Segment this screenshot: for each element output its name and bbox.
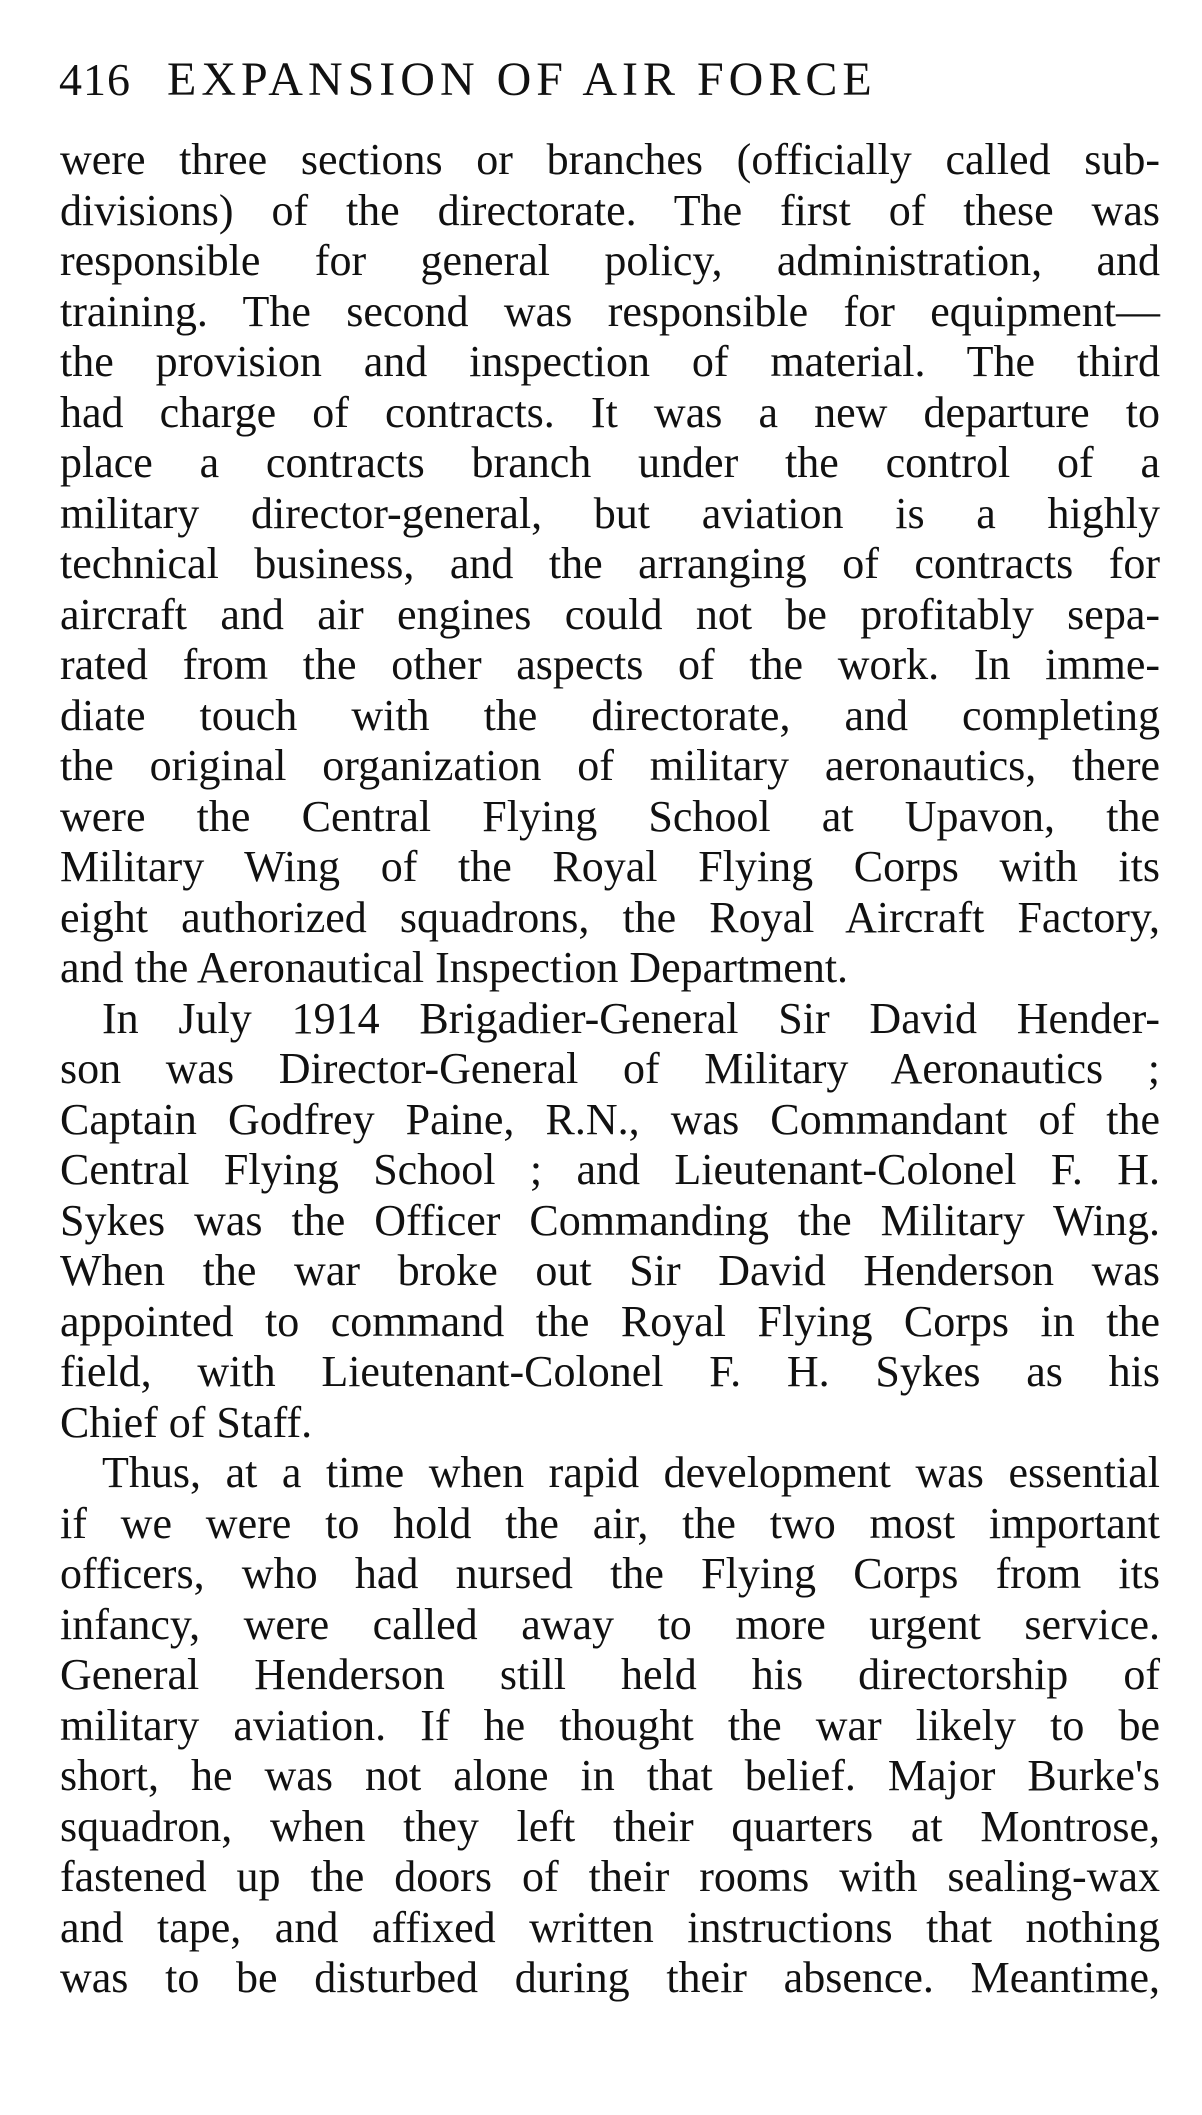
text-line: Captain Godfrey Paine, R.N., was Commandant of the — [60, 1094, 1160, 1144]
text-line: responsible for general policy, administration, and — [60, 236, 1160, 285]
text-line: aircraft and air engines could not be profitably sepa- — [60, 589, 1160, 639]
text-line: infancy, were called away to more urgent service. — [60, 1599, 1160, 1649]
text-line: was to be disturbed during their absence. Meantime, — [60, 1953, 1160, 2002]
text-line: son was Director-General of Military Aeronautics ; — [60, 1044, 1160, 1093]
text-line: squadron, when they left their quarters at Montrose, — [60, 1801, 1160, 1851]
text-line: officers, who had nursed the Flying Corps from its — [60, 1549, 1160, 1598]
text-line: technical business, and the arranging of contracts for — [60, 539, 1160, 588]
text-line: military aviation. If he thought the war likely to be — [60, 1700, 1160, 1750]
text-line: the original organization of military aeronautics, there — [60, 741, 1160, 790]
text-line: fastened up the doors of their rooms with sealing-wax — [60, 1852, 1160, 1901]
text-line: field, with Lieutenant-Colonel F. H. Sykes as his — [60, 1347, 1160, 1396]
text-line: were the Central Flying School at Upavon, the — [60, 791, 1160, 841]
paragraph-1 — [60, 135, 1160, 994]
text-line: diate touch with the directorate, and completing — [60, 690, 1160, 740]
text-line: In July 1914 Brigadier-General Sir David Hender- — [102, 993, 1160, 1043]
body-text — [60, 135, 1160, 2004]
text-line: divisions) of the directorate. The first of these was — [60, 185, 1160, 235]
text-line: Thus, at a time when rapid development was essential — [102, 1448, 1160, 1497]
text-line: and tape, and affixed written instructions that nothing — [60, 1902, 1160, 1952]
text-line: and the Aeronautical Inspection Department. — [60, 943, 849, 992]
running-title: EXPANSION OF AIR FORCE — [167, 53, 877, 106]
paragraph-3 — [60, 1448, 1160, 2004]
text-line: place a contracts branch under the control of a — [60, 438, 1160, 487]
text-line: training. The second was responsible for equipment— — [60, 286, 1160, 336]
text-line: had charge of contracts. It was a new departure to — [60, 387, 1160, 437]
text-line: short, he was not alone in that belief. Major Burke's — [60, 1751, 1160, 1800]
text-line: if we were to hold the air, the two most important — [60, 1498, 1160, 1548]
text-line: When the war broke out Sir David Henderson was — [60, 1246, 1160, 1295]
text-line: Central Flying School ; and Lieutenant-Colonel F. H. — [60, 1145, 1160, 1194]
text-line: eight authorized squadrons, the Royal Aircraft Factory, — [60, 892, 1160, 942]
text-line: Sykes was the Officer Commanding the Military Wing. — [60, 1195, 1160, 1245]
text-line: appointed to command the Royal Flying Corps in the — [60, 1296, 1160, 1346]
page-header — [59, 52, 1159, 112]
text-line: General Henderson still held his directorship of — [60, 1650, 1160, 1699]
text-line: the provision and inspection of material. The third — [60, 337, 1160, 386]
text-line: Chief of Staff. — [60, 1397, 313, 1447]
paragraph-2 — [60, 994, 1160, 1449]
text-line: rated from the other aspects of the work. In imme- — [60, 640, 1160, 689]
text-line: military director-general, but aviation is a highly — [60, 488, 1160, 538]
page-number: 416 — [59, 54, 131, 105]
text-line: Military Wing of the Royal Flying Corps with its — [60, 842, 1160, 891]
text-line: were three sections or branches (officially called sub- — [60, 135, 1160, 184]
